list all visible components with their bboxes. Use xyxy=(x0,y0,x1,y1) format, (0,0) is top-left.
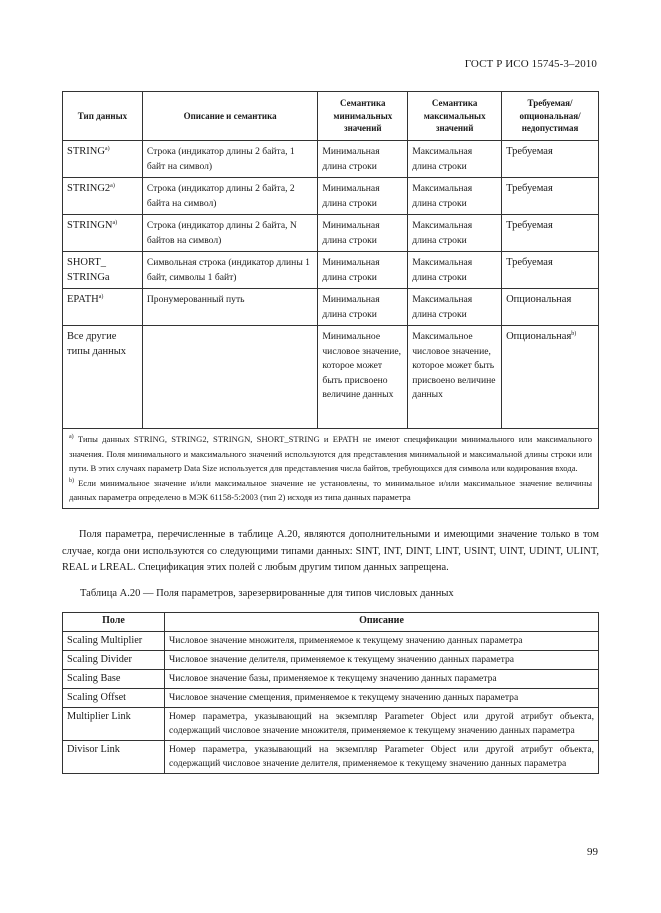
table-row xyxy=(63,215,599,252)
cell-field: Scaling Multiplier xyxy=(63,632,165,651)
cell-max: Максимальная длина строки xyxy=(408,178,502,215)
cell-field: Scaling Offset xyxy=(63,689,165,708)
cell-field: Multiplier Link xyxy=(63,708,165,741)
note-b: $^{b)}$ Если минимальное значение и/или максимальное значение не установлены, то минимальное и/или максимальное значение величины данных параметра определено в МЭК 61158-5:2003 (тип 2) исходя из типа данных параметра xyxy=(69,477,592,502)
cell-max: Максимальное числовое значение, которое может быть присвоено величине данных xyxy=(408,326,502,429)
table-notes xyxy=(63,429,599,509)
cell-type: Все другие типы данных xyxy=(63,326,143,429)
table-row xyxy=(63,326,599,429)
table-caption: Таблица А.20 — Поля параметров, зарезервированные для типов числовых данных xyxy=(80,588,454,599)
cell-field: Divisor Link xyxy=(63,741,165,774)
header-requirement: Требуемая/ опциональная/ недопустимая xyxy=(502,92,599,141)
cell-description: Числовое значение множителя, применяемое к текущему значению данных параметра xyxy=(164,632,598,651)
cell-type: EPATH$^{a)}$ xyxy=(63,289,143,326)
cell-min: Минимальная длина строки xyxy=(318,289,408,326)
cell-min: Минимальное числовое значение, которое может быть присвоено величине данных xyxy=(318,326,408,429)
header-max-semantics: Семантика максимальных значений xyxy=(408,92,502,141)
note-a: $^{a)}$ Типы данных STRING, STRING2, STRINGN, SHORT_STRING и EPATH не имеют спецификации минимального или максимального значения. Поля минимального и максимального значений используются для представления минимальной и максимальной длины строки или пути. В этих случаях параметр Data Size используется для представления числа байтов, требующихся для символа или кодирования входа. xyxy=(69,434,592,473)
body-paragraph: Поля параметра, перечисленные в таблице А.20, являются дополнительными и имеющими значение только в том случае, когда они используются со следующими типами данных: SINT, INT, DINT, LINT, USINT, UINT, UDINT, ULINT, REAL и LREAL. Спецификация этих полей с любым другим типом данных запрещена. xyxy=(62,529,599,573)
cell-type: SHORT_ STRINGa xyxy=(63,252,143,289)
table-row xyxy=(63,252,599,289)
table-header-row xyxy=(63,613,599,632)
cell-min: Минимальная длина строки xyxy=(318,141,408,178)
header-description: Описание xyxy=(164,613,598,632)
cell-requirement: Требуемая xyxy=(502,178,599,215)
cell-description: Номер параметра, указывающий на экземпляр Parameter Object или другой атрибут объекта, содержащий числовое значение множителя, применяемое к текущему значению данных параметра xyxy=(164,708,598,741)
cell-description: Числовое значение базы, применяемое к текущему значению данных параметра xyxy=(164,670,598,689)
cell-description: Строка (индикатор длины 2 байта, 2 байта на символ) xyxy=(142,178,317,215)
cell-requirement: Опциональная$^{b)}$ xyxy=(502,326,599,429)
cell-description: Номер параметра, указывающий на экземпляр Parameter Object или другой атрибут объекта, содержащий числовое значение делителя, применяемое к текущему значению данных параметра xyxy=(164,741,598,774)
header-description: Описание и семантика xyxy=(142,92,317,141)
cell-description: Символьная строка (индикатор длины 1 байт, символы 1 байт) xyxy=(142,252,317,289)
cell-type: STRING2$^{a)}$ xyxy=(63,178,143,215)
numeric-fields-table xyxy=(62,612,599,774)
cell-requirement: Требуемая xyxy=(502,252,599,289)
table-row xyxy=(63,651,599,670)
cell-min: Минимальная длина строки xyxy=(318,252,408,289)
cell-description: Строка (индикатор длины 2 байта, N байтов на символ) xyxy=(142,215,317,252)
cell-max: Максимальная длина строки xyxy=(408,141,502,178)
cell-requirement: Опциональная xyxy=(502,289,599,326)
header-type: Тип данных xyxy=(63,92,143,141)
cell-requirement: Требуемая xyxy=(502,215,599,252)
cell-field: Scaling Base xyxy=(63,670,165,689)
cell-description xyxy=(142,326,317,429)
cell-type: STRING$^{a)}$ xyxy=(63,141,143,178)
table-header-row xyxy=(63,92,599,141)
page-header-standard: ГОСТ Р ИСО 15745-3–2010 xyxy=(464,58,597,70)
cell-min: Минимальная длина строки xyxy=(318,178,408,215)
table-notes-row xyxy=(63,429,599,509)
header-min-semantics: Семантика минимальных значений xyxy=(318,92,408,141)
cell-max: Максимальная длина строки xyxy=(408,252,502,289)
table-row xyxy=(63,178,599,215)
cell-max: Максимальная длина строки xyxy=(408,289,502,326)
table-row xyxy=(63,689,599,708)
cell-min: Минимальная длина строки xyxy=(318,215,408,252)
page-number: 99 xyxy=(587,846,598,858)
table-row xyxy=(63,741,599,774)
cell-description: Строка (индикатор длины 2 байта, 1 байт на символ) xyxy=(142,141,317,178)
cell-requirement: Требуемая xyxy=(502,141,599,178)
header-field: Поле xyxy=(63,613,165,632)
cell-description: Числовое значение делителя, применяемое к текущему значению данных параметра xyxy=(164,651,598,670)
table-row xyxy=(63,141,599,178)
table-row xyxy=(63,670,599,689)
table-row xyxy=(63,289,599,326)
cell-max: Максимальная длина строки xyxy=(408,215,502,252)
cell-description: Пронумерованный путь xyxy=(142,289,317,326)
cell-field: Scaling Divider xyxy=(63,651,165,670)
cell-type: STRINGN$^{a)}$ xyxy=(63,215,143,252)
table-row xyxy=(63,632,599,651)
table-row xyxy=(63,708,599,741)
cell-description: Числовое значение смещения, применяемое к текущему значению данных параметра xyxy=(164,689,598,708)
data-type-table xyxy=(62,91,599,509)
